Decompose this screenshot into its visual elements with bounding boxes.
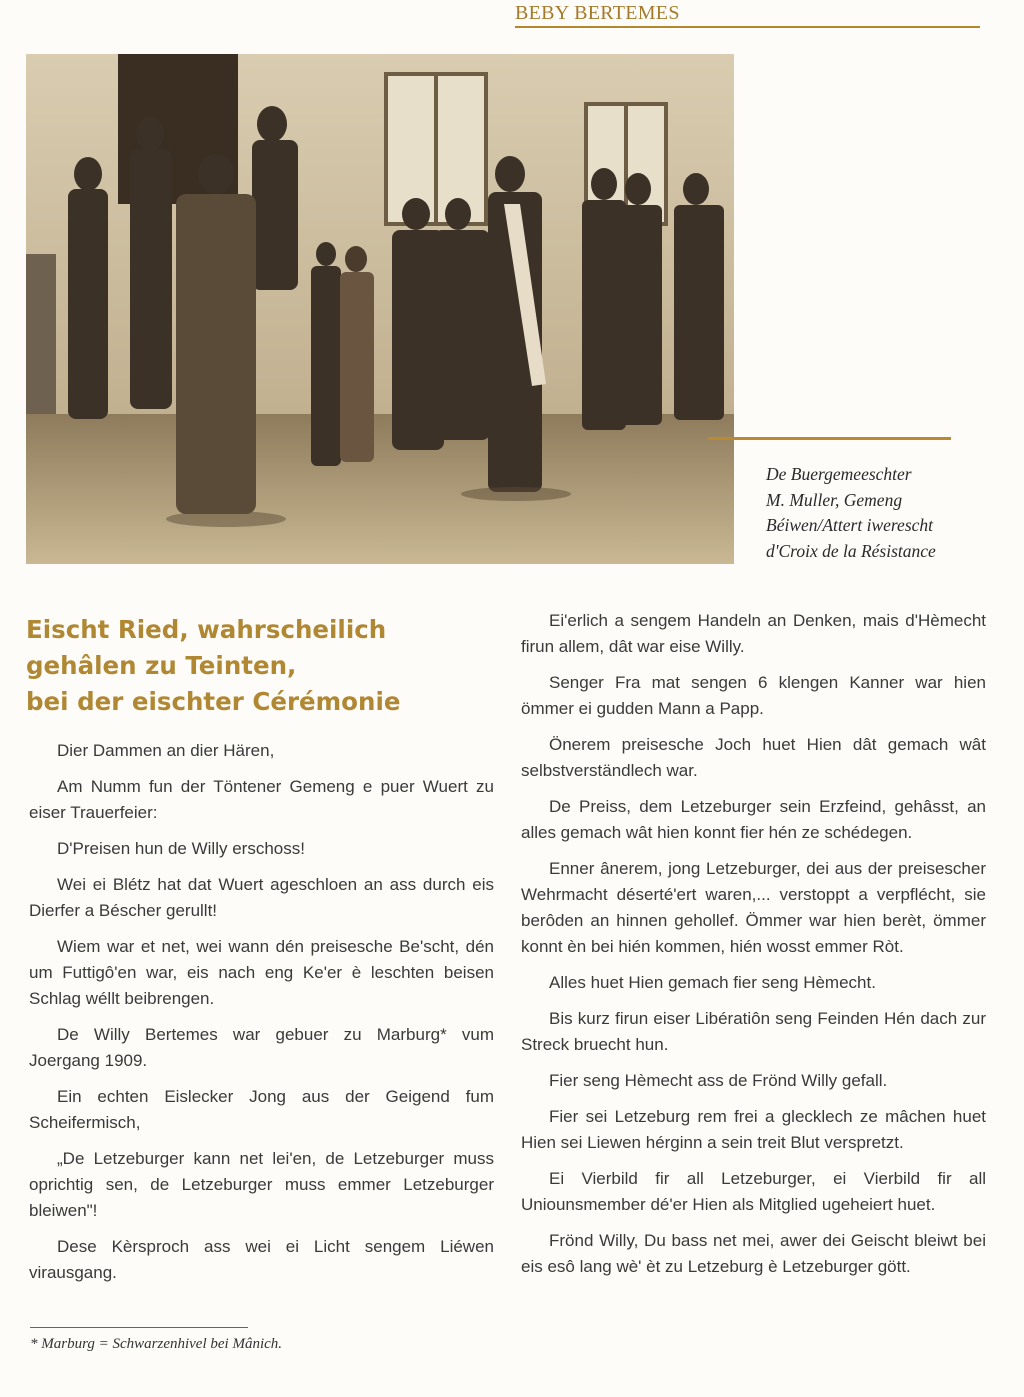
photo-caption	[766, 462, 1006, 564]
paragraph: Ein echten Eislecker Jong aus der Geigend fum Scheifermisch,	[29, 1087, 494, 1132]
heading-line: bei der eischter Cérémonie	[26, 687, 401, 716]
article-heading	[26, 612, 506, 720]
caption-line: d'Croix de la Résistance	[766, 540, 936, 561]
page-header	[515, 2, 980, 28]
paragraph: D'Preisen hun de Willy erschoss!	[57, 839, 305, 858]
paragraph: Wiem war et net, wei wann dén preisesche Be'scht, dén um Futtigô'en war, eis nach eng Ke'er è leschten beisen Schlag wéllt beibrengen.	[29, 937, 494, 1008]
footnote-rule	[30, 1327, 248, 1328]
paragraph: „De Letzeburger kann net lei'en, de Letzeburger muss oprichtig sen, de Letzeburger muss emmer Letzeburger bleiwen"!	[29, 1149, 494, 1220]
paragraph: Am Numm fun der Töntener Gemeng e puer Wuert zu eiser Trauerfeier:	[29, 777, 494, 822]
paragraph: De Willy Bertemes war gebuer zu Marburg* vum Joergang 1909.	[29, 1025, 494, 1070]
caption-line: Béiwen/Attert iwerescht	[766, 515, 934, 535]
paragraph: Önerem preisesche Joch huet Hien dât gemach wât selbstverständlech war.	[521, 735, 986, 780]
paragraph: Ei'erlich a sengem Handeln an Denken, mais d'Hèmecht firun allem, dât war eise Willy.	[521, 611, 986, 656]
paragraph: Bis kurz firun eiser Libératiôn seng Feinden Hén dach zur Streck bruecht hun.	[521, 1009, 986, 1054]
paragraph: Alles huet Hien gemach fier seng Hèmecht.	[549, 973, 876, 992]
left-column	[29, 738, 494, 1296]
caption-rule	[708, 437, 951, 440]
paragraph: Fier seng Hèmecht ass de Frönd Willy gefall.	[549, 1071, 888, 1090]
paragraph: Senger Fra mat sengen 6 klengen Kanner war hien ömmer ei gudden Mann a Papp.	[521, 673, 986, 718]
paragraph: Ei Vierbild fir all Letzeburger, ei Vierbild fir all Uniounsmember dé'er Hien als Mitglied ugeheiert huet.	[521, 1169, 986, 1214]
paragraph: Dese Kèrsproch ass wei ei Licht sengem Liéwen virausgang.	[29, 1237, 494, 1282]
paragraph: Fier sei Letzeburg rem frei a glecklech ze mâchen huet Hien sei Liewen hérginn a sein treit Blut verspretzt.	[521, 1107, 986, 1152]
paragraph: Frönd Willy, Du bass net mei, awer dei Geischt bleiwt bei eis esô lang wè' èt zu Letzeburg è Letzeburger gött.	[521, 1231, 986, 1276]
ceremony-photo	[26, 54, 734, 564]
footnote: * Marburg = Schwarzenhivel bei Mânich.	[30, 1336, 283, 1352]
heading-line: gehâlen zu Teinten,	[26, 651, 297, 680]
caption-line: M. Muller, Gemeng	[766, 489, 903, 510]
paragraph: Wei ei Blétz hat dat Wuert ageschloen an ass durch eis Dierfer a Béscher gerullt!	[29, 875, 494, 920]
paragraph: De Preiss, dem Letzeburger sein Erzfeind, gehâsst, an alles gemach wât hien konnt fier hén ze schédegen.	[521, 797, 986, 842]
heading-line: Eischt Ried, wahrscheilich	[26, 615, 387, 644]
caption-line: De Buergemeeschter	[766, 464, 912, 484]
header-title: BEBY BERTEMES	[515, 2, 680, 24]
ceremony-photo-image	[26, 54, 734, 564]
paragraph: Enner ânerem, jong Letzeburger, dei aus der preisescher Wehrmacht déserté'ert waren,... verstoppt a verpflécht, sie berôden an hinnen gehollef. Ömmer war hien berèt, ömmer konnt èn bei hién kommen, hién wosst emmer Ròt.	[521, 859, 986, 956]
paragraph: Dier Dammen an dier Hären,	[57, 741, 275, 760]
right-column	[521, 608, 986, 1290]
